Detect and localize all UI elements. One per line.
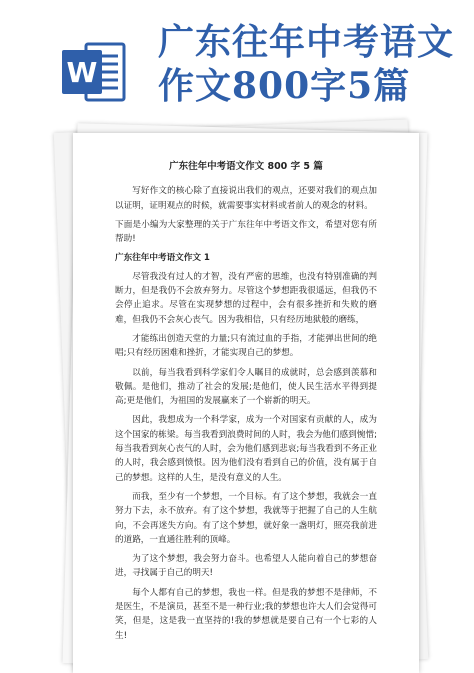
section-heading: 广东往年中考语文作文 1 xyxy=(115,253,210,264)
body-paragraph: 以前，每当我看到科学家们令人瞩目的成就时，总会感到羡慕和敬佩。是他们，推动了社会的发展;是他们，使人民生活水平得到提高;更是他们，为祖国的发展赢来了一个崭新的明天。 xyxy=(115,367,377,407)
body-paragraph: 每个人都有自己的梦想，我也一样。但是我的梦想不是律师，不是医生，不是演员，甚至不是一种行业;我的梦想也许大人们会觉得可笑，但是，这是我一直坚持的!我的梦想就是要自己有一个七彩的人生! xyxy=(115,587,377,641)
body-paragraph: 因此，我想成为一个科学家，成为一个对国家有贡献的人，成为这个国家的栋梁。每当我看到浪费时间的人时，我会为他们感到惋惜;每当我看到灰心丧气的人时，会为他们感到悲哀;每当我看到不务正业的人时，我会感到愤恨。因为他们没有看到自己的价值，没有属于自己的梦想。这样的人生，是没有意义的人生。 xyxy=(115,415,377,483)
body-paragraph: 而我，至少有一个梦想，一个目标。有了这个梦想，我就会一直努力下去，永不放弃。有了这个梦想，我就等于把握了自己的人生航向，不会再迷失方向。有了这个梦想，就好象一盏明灯，照亮我前进的道路，一直通往胜利的顶峰。 xyxy=(115,491,377,545)
intro-paragraph: 写好作文的核心除了直接说出我们的观点，还要对我们的观点加以证明，证明观点的时候，就需要事实材料或者前人的观念的材料。 xyxy=(115,186,377,211)
document-title: 广东往年中考语文作文 800 字 5 篇 xyxy=(169,161,323,172)
body-paragraph: 尽管我没有过人的才智，没有严密的思维，也没有特别准确的判断力，但是我仍不会放弃努力。尽管这个梦想距我很遥远，但我仍不会停止追求。尽管在实现梦想的过程中，会有很多挫折和失败的磨难，但我仍不会灰心丧气。因为我相信，只有经历地狱般的磨练， xyxy=(115,271,377,325)
word-icon-letter: W xyxy=(66,56,98,89)
intro-paragraph: 下面是小编为大家整理的关于广东往年中考语文作文，希望对您有所帮助! xyxy=(115,219,377,245)
title-line-2: 作文800字5篇 xyxy=(158,65,411,107)
page-title xyxy=(158,20,454,108)
word-document-icon xyxy=(58,36,130,108)
document-page xyxy=(73,133,419,673)
body-paragraph: 才能练出创造天堂的力量;只有流过血的手指，才能弹出世间的绝唱;只有经历困难和挫折，才能实现自己的梦想。 xyxy=(115,333,377,359)
body-paragraph: 为了这个梦想，我会努力奋斗。也希望人人能向着自己的梦想奋进，寻找属于自己的明天! xyxy=(115,554,377,579)
document-body xyxy=(115,160,377,648)
title-line-1: 广东往年中考语文 xyxy=(158,21,455,63)
